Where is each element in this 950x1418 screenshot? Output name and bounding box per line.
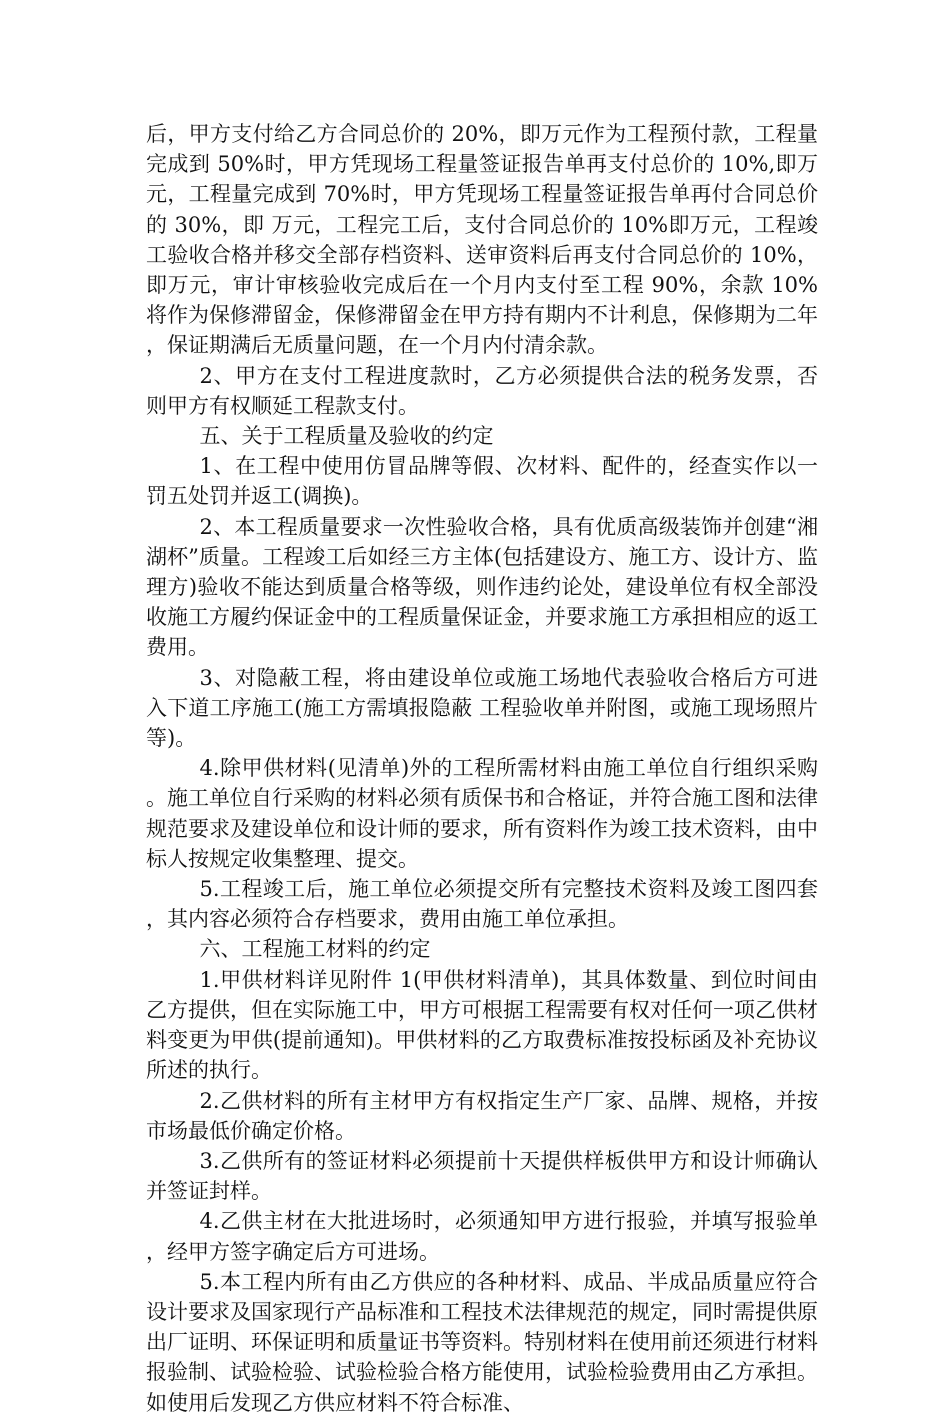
paragraph-payment-terms: 后，甲方支付给乙方合同总价的 20%，即万元作为工程预付款，工程量完成到 50%时，甲方凭现场工程量签证报告单再支付总价的 10%,即万元，工程量完成到 70%时，甲方凭现场工程量签证报告单再付合同总价的 30%，即 万元，工程完工后，支付合同总价的 10%即万元，工程竣工验收合格并移交全部存档资料、送审资料后再支付合同总价的 10%，即万元，审计审核验收完成后在一个月内支付至工程 90%，余款 10%将作为保修滞留金，保修滞留金在甲方持有期内不计利息，保修期为二年，保证期满后无质量问题，在一个月内付清余款。 [146, 122, 818, 358]
paragraph-owner-supplied-materials: 1.甲供材料详见附件 1(甲供材料清单)，其具体数量、到位时间由乙方提供，但在实际施工中，甲方可根据工程需要有权对任何一项乙供材料变更为甲供(提前通知)。甲供材料的乙方取费标准按投标函及补充协议所述的执行。 [146, 967, 818, 1083]
document-body [146, 119, 818, 1418]
paragraph-quality-requirement: 2、本工程质量要求一次性验收合格，具有优质高级装饰并创建“湘湖杯”质量。工程竣工后如经三方主体(包括建设方、施工方、设计方、监理方)验收不能达到质量合格等级，则作违约论处，建设单位有权全部没收施工方履约保证金中的工程质量保证金，并要求施工方承担相应的返工费用。 [146, 514, 818, 660]
paragraph-sample-confirmation: 3.乙供所有的签证材料必须提前十天提供样板供甲方和设计师确认并签证封样。 [146, 1148, 818, 1204]
paragraph-material-quality: 5.本工程内所有由乙方供应的各种材料、成品、半成品质量应符合设计要求及国家现行产品标准和工程技术法律规范的规定，同时需提供原出厂证明、环保证明和质量证书等资料。特别材料在使用前还须进行材料报验制、试验检验、试验检验合格方能使用，试验检验费用由乙方承担。如使用后发现乙方供应材料不符合标准、 [146, 1269, 818, 1415]
section-heading-construction-materials: 六、工程施工材料的约定 [199, 937, 431, 962]
paragraph-material-procurement: 4.除甲供材料(见清单)外的工程所需材料由施工单位自行组织采购。施工单位自行采购的材料必须有质保书和合格证，并符合施工图和法律规范要求及建设单位和设计师的要求，所有资料作为竣工技术资料，由中标人按规定收集整理、提交。 [146, 756, 818, 871]
section-heading-quality-acceptance: 五、关于工程质量及验收的约定 [199, 424, 494, 449]
paragraph-tax-invoice: 2、甲方在支付工程进度款时，乙方必须提供合法的税务发票，否则甲方有权顺延工程款支付。 [146, 363, 818, 418]
paragraph-concealed-works: 3、对隐蔽工程，将由建设单位或施工场地代表验收合格后方可进入下道工序施工(施工方需填报隐蔽 工程验收单并附图，或施工现场照片等)。 [146, 665, 818, 751]
paragraph-main-materials-brand: 2.乙供材料的所有主材甲方有权指定生产厂家、品牌、规格，并按市场最低价确定价格。 [146, 1088, 818, 1143]
paragraph-counterfeit-materials: 1、在工程中使用仿冒品牌等假、次材料、配件的，经查实作以一罚五处罚并返工(调换)。 [146, 454, 818, 509]
paragraph-material-inspection: 4.乙供主材在大批进场时，必须通知甲方进行报验，并填写报验单，经甲方签字确定后方可进场。 [146, 1209, 818, 1264]
paragraph-completion-documents: 5.工程竣工后，施工单位必须提交所有完整技术资料及竣工图四套，其内容必须符合存档要求，费用由施工单位承担。 [146, 877, 818, 932]
